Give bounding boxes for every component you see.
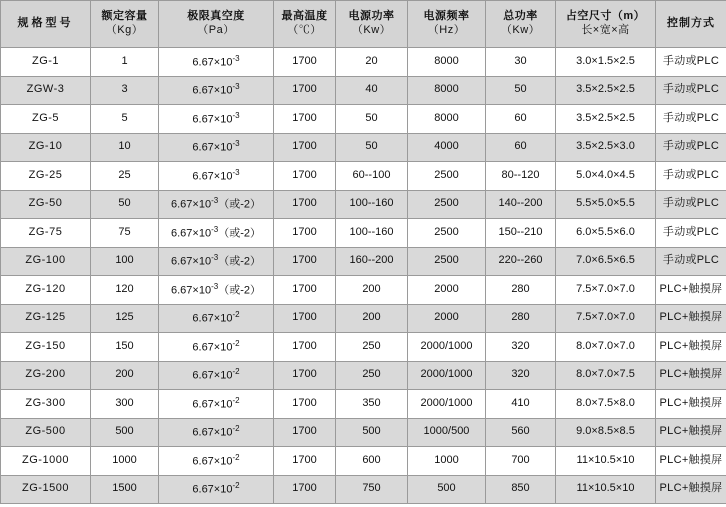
vacuum-base: 6.67×10	[171, 227, 212, 240]
column-header-dimensions	[556, 1, 656, 48]
cell-frequency: 2000/1000	[408, 390, 486, 419]
cell-power: 50	[336, 133, 408, 162]
cell-capacity: 500	[91, 418, 159, 447]
cell-power: 750	[336, 475, 408, 504]
cell-frequency: 2000	[408, 304, 486, 333]
cell-vacuum	[159, 304, 274, 333]
cell-total-power: 50	[486, 76, 556, 105]
cell-frequency: 2000	[408, 276, 486, 305]
cell-temperature: 1700	[274, 390, 336, 419]
cell-total-power: 140--200	[486, 190, 556, 219]
vacuum-exponent: -3	[232, 110, 240, 120]
cell-control: 手动或PLC	[656, 76, 726, 105]
vacuum-suffix: （或-2）	[218, 255, 261, 268]
cell-total-power: 60	[486, 133, 556, 162]
cell-dimensions: 3.5×2.5×3.0	[556, 133, 656, 162]
cell-total-power: 700	[486, 447, 556, 476]
table-row	[1, 76, 726, 105]
vacuum-exponent: -2	[232, 367, 240, 377]
cell-capacity: 150	[91, 333, 159, 362]
cell-model: ZG-500	[1, 418, 91, 447]
cell-frequency: 4000	[408, 133, 486, 162]
cell-temperature: 1700	[274, 105, 336, 134]
cell-frequency: 2500	[408, 162, 486, 191]
table-row	[1, 361, 726, 390]
cell-capacity: 5	[91, 105, 159, 134]
column-header-capacity-label: 额定容量	[101, 10, 148, 23]
cell-control: 手动或PLC	[656, 162, 726, 191]
table-header	[1, 1, 726, 48]
cell-vacuum	[159, 162, 274, 191]
vacuum-base: 6.67×10	[171, 255, 212, 268]
column-header-total-power	[486, 1, 556, 48]
cell-dimensions: 8.0×7.5×8.0	[556, 390, 656, 419]
cell-vacuum	[159, 190, 274, 219]
cell-vacuum	[159, 105, 274, 134]
cell-model: ZG-75	[1, 219, 91, 248]
cell-temperature: 1700	[274, 190, 336, 219]
vacuum-exponent: -2	[232, 395, 240, 405]
column-header-frequency-label: 电源频率	[423, 10, 470, 23]
cell-dimensions: 6.0×5.5×6.0	[556, 219, 656, 248]
cell-control: PLC+触摸屏	[656, 304, 726, 333]
cell-capacity: 3	[91, 76, 159, 105]
cell-capacity: 1000	[91, 447, 159, 476]
cell-control: 手动或PLC	[656, 133, 726, 162]
cell-model: ZG-300	[1, 390, 91, 419]
cell-dimensions: 3.0×1.5×2.5	[556, 48, 656, 77]
cell-temperature: 1700	[274, 304, 336, 333]
cell-power: 500	[336, 418, 408, 447]
table-row	[1, 105, 726, 134]
cell-control: 手动或PLC	[656, 190, 726, 219]
table-row	[1, 447, 726, 476]
cell-total-power: 220--260	[486, 247, 556, 276]
vacuum-exponent: -3	[211, 281, 219, 291]
cell-model: ZG-25	[1, 162, 91, 191]
cell-temperature: 1700	[274, 133, 336, 162]
column-header-frequency-unit: （Hz）	[427, 24, 466, 36]
cell-temperature: 1700	[274, 247, 336, 276]
table-row	[1, 333, 726, 362]
cell-power: 40	[336, 76, 408, 105]
vacuum-exponent: -2	[232, 481, 240, 491]
cell-temperature: 1700	[274, 333, 336, 362]
cell-total-power: 150--210	[486, 219, 556, 248]
column-header-model-label: 规格型号	[17, 17, 74, 30]
cell-power: 350	[336, 390, 408, 419]
cell-power: 250	[336, 333, 408, 362]
vacuum-exponent: -3	[232, 82, 240, 92]
cell-control: PLC+触摸屏	[656, 447, 726, 476]
cell-temperature: 1700	[274, 475, 336, 504]
column-header-vacuum-label: 极限真空度	[187, 10, 245, 23]
vacuum-base: 6.67×10	[192, 113, 233, 126]
vacuum-base: 6.67×10	[192, 455, 233, 468]
cell-capacity: 200	[91, 361, 159, 390]
cell-capacity: 300	[91, 390, 159, 419]
header-row	[1, 1, 726, 48]
cell-temperature: 1700	[274, 418, 336, 447]
cell-temperature: 1700	[274, 219, 336, 248]
cell-frequency: 500	[408, 475, 486, 504]
cell-capacity: 120	[91, 276, 159, 305]
table-row	[1, 304, 726, 333]
vacuum-exponent: -2	[232, 424, 240, 434]
cell-model: ZG-125	[1, 304, 91, 333]
vacuum-exponent: -3	[232, 139, 240, 149]
vacuum-base: 6.67×10	[171, 284, 212, 297]
vacuum-base: 6.67×10	[192, 398, 233, 411]
table-row	[1, 162, 726, 191]
vacuum-exponent: -2	[232, 310, 240, 320]
cell-vacuum	[159, 418, 274, 447]
table-row	[1, 133, 726, 162]
column-header-temperature	[274, 1, 336, 48]
vacuum-exponent: -3	[211, 224, 219, 234]
cell-control: 手动或PLC	[656, 247, 726, 276]
cell-frequency: 2500	[408, 219, 486, 248]
cell-power: 600	[336, 447, 408, 476]
column-header-total-power-unit: （Kw）	[500, 24, 541, 36]
vacuum-base: 6.67×10	[192, 170, 233, 183]
cell-capacity: 1500	[91, 475, 159, 504]
cell-vacuum	[159, 247, 274, 276]
cell-vacuum	[159, 276, 274, 305]
table-row	[1, 219, 726, 248]
cell-frequency: 1000	[408, 447, 486, 476]
vacuum-exponent: -3	[211, 196, 219, 206]
cell-dimensions: 5.0×4.0×4.5	[556, 162, 656, 191]
cell-total-power: 280	[486, 304, 556, 333]
cell-capacity: 50	[91, 190, 159, 219]
cell-vacuum	[159, 333, 274, 362]
cell-capacity: 10	[91, 133, 159, 162]
cell-dimensions: 3.5×2.5×2.5	[556, 76, 656, 105]
column-header-power-unit: （Kw）	[351, 24, 392, 36]
table-row	[1, 276, 726, 305]
cell-vacuum	[159, 361, 274, 390]
vacuum-base: 6.67×10	[192, 312, 233, 325]
vacuum-exponent: -3	[211, 253, 219, 263]
cell-frequency: 2500	[408, 247, 486, 276]
column-header-power-label: 电源功率	[348, 10, 395, 23]
column-header-power	[336, 1, 408, 48]
cell-model: ZG-10	[1, 133, 91, 162]
cell-capacity: 75	[91, 219, 159, 248]
column-header-frequency	[408, 1, 486, 48]
column-header-vacuum-unit: （Pa）	[197, 24, 235, 36]
table-row	[1, 190, 726, 219]
cell-power: 20	[336, 48, 408, 77]
column-header-control-label: 控制方式	[667, 17, 715, 30]
table-row	[1, 418, 726, 447]
vacuum-exponent: -3	[232, 53, 240, 63]
cell-capacity: 1	[91, 48, 159, 77]
vacuum-exponent: -2	[232, 338, 240, 348]
cell-dimensions: 7.5×7.0×7.0	[556, 276, 656, 305]
cell-capacity: 125	[91, 304, 159, 333]
vacuum-suffix: （或-2）	[218, 198, 261, 211]
cell-control: PLC+触摸屏	[656, 333, 726, 362]
cell-dimensions: 9.0×8.5×8.5	[556, 418, 656, 447]
cell-vacuum	[159, 475, 274, 504]
cell-total-power: 280	[486, 276, 556, 305]
vacuum-base: 6.67×10	[192, 369, 233, 382]
cell-dimensions: 5.5×5.0×5.5	[556, 190, 656, 219]
cell-frequency: 1000/500	[408, 418, 486, 447]
cell-control: PLC+触摸屏	[656, 276, 726, 305]
cell-temperature: 1700	[274, 276, 336, 305]
cell-power: 200	[336, 276, 408, 305]
cell-model: ZG-1500	[1, 475, 91, 504]
cell-total-power: 410	[486, 390, 556, 419]
cell-vacuum	[159, 447, 274, 476]
table-row	[1, 247, 726, 276]
table-body	[1, 48, 726, 504]
cell-power: 60--100	[336, 162, 408, 191]
cell-model: ZG-120	[1, 276, 91, 305]
cell-power: 50	[336, 105, 408, 134]
vacuum-base: 6.67×10	[192, 341, 233, 354]
cell-total-power: 80--120	[486, 162, 556, 191]
cell-dimensions: 3.5×2.5×2.5	[556, 105, 656, 134]
column-header-vacuum	[159, 1, 274, 48]
cell-power: 250	[336, 361, 408, 390]
cell-vacuum	[159, 133, 274, 162]
cell-model: ZG-100	[1, 247, 91, 276]
vacuum-base: 6.67×10	[192, 426, 233, 439]
vacuum-suffix: （或-2）	[218, 227, 261, 240]
cell-model: ZG-1	[1, 48, 91, 77]
column-header-model	[1, 1, 91, 48]
cell-temperature: 1700	[274, 48, 336, 77]
cell-frequency: 2500	[408, 190, 486, 219]
vacuum-base: 6.67×10	[192, 84, 233, 97]
column-header-dimensions-label: 占空尺寸（m）	[565, 10, 646, 23]
cell-frequency: 8000	[408, 105, 486, 134]
vacuum-base: 6.67×10	[192, 483, 233, 496]
cell-dimensions: 8.0×7.0×7.0	[556, 333, 656, 362]
cell-control: 手动或PLC	[656, 219, 726, 248]
cell-temperature: 1700	[274, 447, 336, 476]
cell-control: PLC+触摸屏	[656, 361, 726, 390]
cell-capacity: 25	[91, 162, 159, 191]
cell-dimensions: 11×10.5×10	[556, 475, 656, 504]
column-header-dimensions-detail: 长×宽×高	[581, 24, 630, 36]
cell-control: 手动或PLC	[656, 48, 726, 77]
cell-frequency: 8000	[408, 48, 486, 77]
cell-temperature: 1700	[274, 162, 336, 191]
cell-model: ZG-5	[1, 105, 91, 134]
cell-total-power: 850	[486, 475, 556, 504]
cell-dimensions: 8.0×7.0×7.5	[556, 361, 656, 390]
column-header-control	[656, 1, 726, 48]
cell-power: 100--160	[336, 219, 408, 248]
cell-vacuum	[159, 390, 274, 419]
vacuum-suffix: （或-2）	[218, 284, 261, 297]
table-row	[1, 475, 726, 504]
vacuum-base: 6.67×10	[171, 198, 212, 211]
cell-dimensions: 7.5×7.0×7.0	[556, 304, 656, 333]
vacuum-base: 6.67×10	[192, 56, 233, 69]
cell-total-power: 60	[486, 105, 556, 134]
column-header-capacity	[91, 1, 159, 48]
cell-control: PLC+触摸屏	[656, 390, 726, 419]
cell-vacuum	[159, 76, 274, 105]
cell-capacity: 100	[91, 247, 159, 276]
column-header-capacity-unit: （Kg）	[105, 24, 144, 36]
cell-model: ZG-150	[1, 333, 91, 362]
cell-model: ZG-50	[1, 190, 91, 219]
cell-vacuum	[159, 219, 274, 248]
cell-dimensions: 11×10.5×10	[556, 447, 656, 476]
cell-temperature: 1700	[274, 76, 336, 105]
cell-control: PLC+触摸屏	[656, 475, 726, 504]
column-header-temperature-unit: （℃）	[287, 24, 322, 36]
cell-frequency: 2000/1000	[408, 361, 486, 390]
cell-total-power: 30	[486, 48, 556, 77]
cell-model: ZG-200	[1, 361, 91, 390]
cell-total-power: 320	[486, 361, 556, 390]
cell-control: 手动或PLC	[656, 105, 726, 134]
cell-temperature: 1700	[274, 361, 336, 390]
cell-frequency: 8000	[408, 76, 486, 105]
cell-total-power: 560	[486, 418, 556, 447]
cell-vacuum	[159, 48, 274, 77]
cell-dimensions: 7.0×6.5×6.5	[556, 247, 656, 276]
cell-model: ZG-1000	[1, 447, 91, 476]
cell-power: 160--200	[336, 247, 408, 276]
column-header-temperature-label: 最高温度	[281, 10, 328, 23]
vacuum-exponent: -3	[232, 167, 240, 177]
cell-frequency: 2000/1000	[408, 333, 486, 362]
table-row	[1, 48, 726, 77]
vacuum-exponent: -2	[232, 452, 240, 462]
cell-model: ZGW-3	[1, 76, 91, 105]
cell-power: 100--160	[336, 190, 408, 219]
table-row	[1, 390, 726, 419]
cell-control: PLC+触摸屏	[656, 418, 726, 447]
cell-power: 200	[336, 304, 408, 333]
column-header-total-power-label: 总功率	[503, 10, 538, 23]
cell-total-power: 320	[486, 333, 556, 362]
vacuum-base: 6.67×10	[192, 141, 233, 154]
